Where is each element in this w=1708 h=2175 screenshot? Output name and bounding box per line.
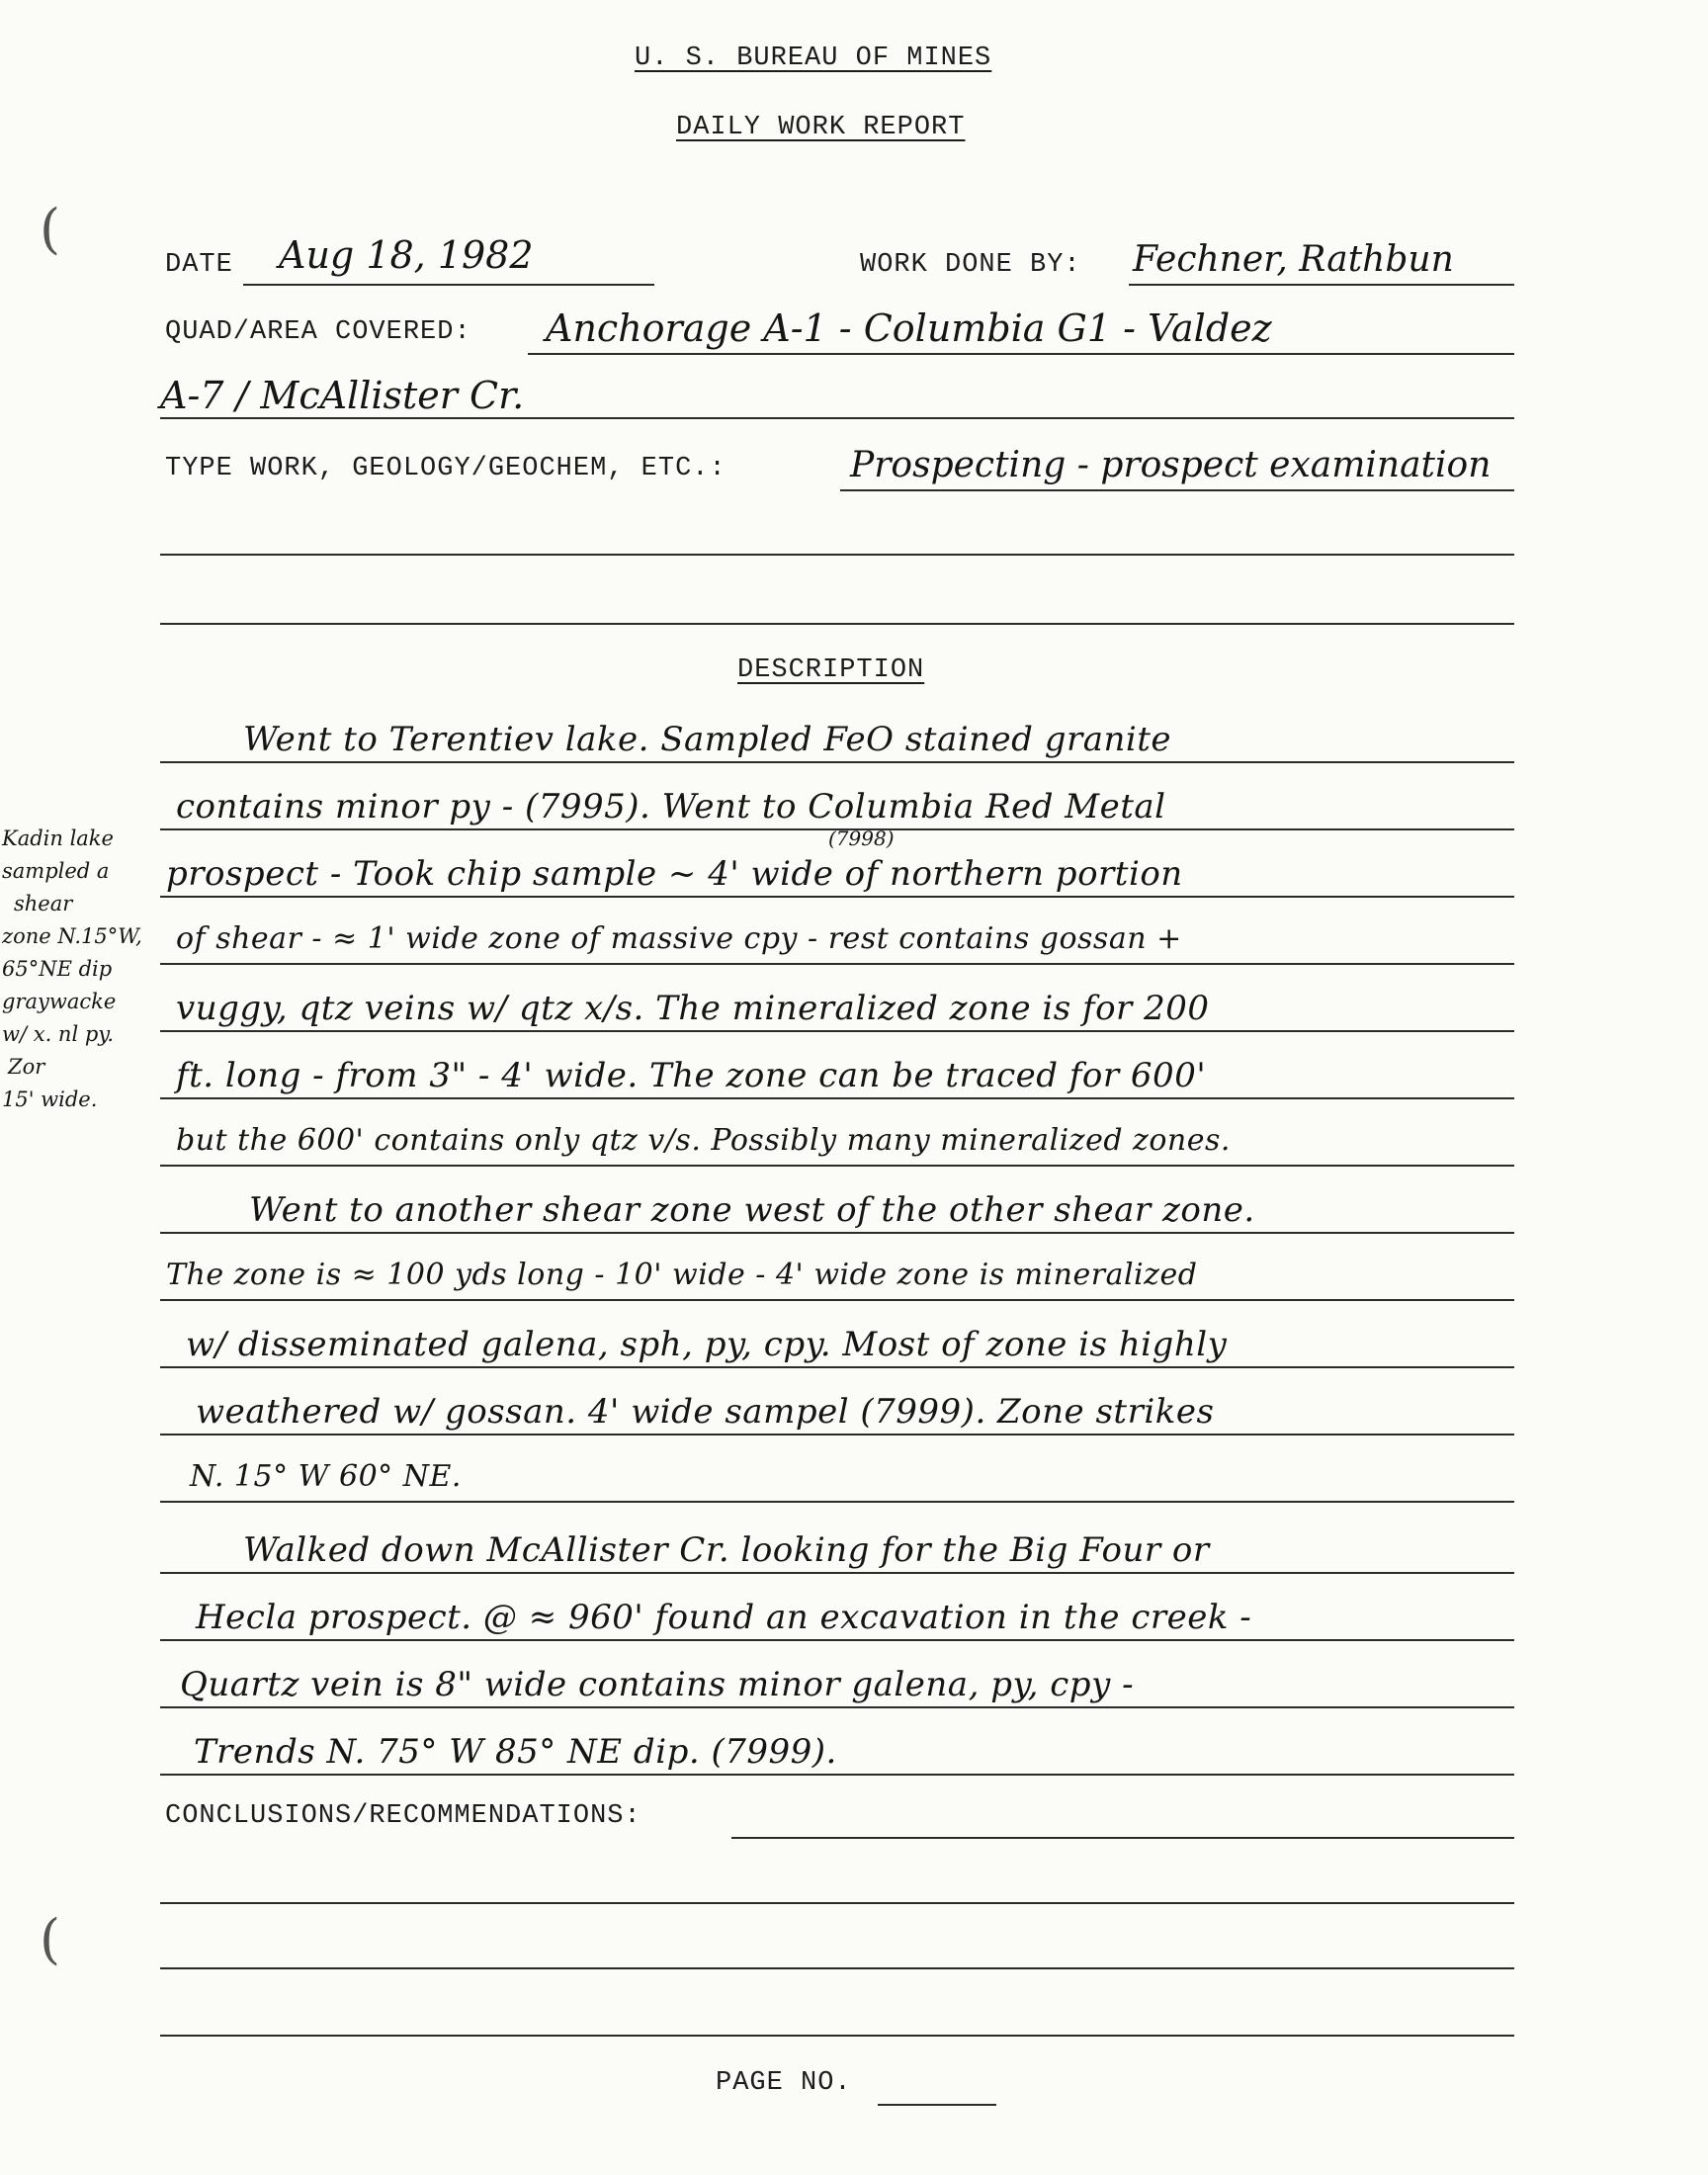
- desc-line-3: prospect - Took chip sample ~ 4' wide of northern portion: [166, 854, 1183, 894]
- desc-line-15: Quartz vein is 8" wide contains minor galena, py, cpy -: [180, 1665, 1135, 1704]
- conclusions-line-2: [160, 1902, 1514, 1904]
- work-done-by-label: WORK DONE BY:: [860, 250, 1081, 280]
- margin-note-line: 65°NE dip: [2, 957, 113, 981]
- date-line: [243, 284, 654, 286]
- margin-note-line: sampled a: [2, 859, 110, 883]
- desc-line-11: weathered w/ gossan. 4' wide sampel (7999). Zone strikes: [196, 1392, 1215, 1432]
- quad-value-line1: Anchorage A-1 - Columbia G1 - Valdez: [546, 306, 1272, 350]
- margin-note-line: graywacke: [2, 990, 117, 1013]
- desc-line-16: Trends N. 75° W 85° NE dip. (7999).: [194, 1732, 837, 1772]
- conclusions-line-3: [160, 1967, 1514, 1969]
- desc-rule-12: [160, 1501, 1514, 1503]
- sample-annotation: (7998): [828, 826, 895, 850]
- page-number-label: PAGE NO.: [716, 2068, 852, 2098]
- desc-rule-9: [160, 1299, 1514, 1301]
- margin-note-line: w/ x. nl py.: [2, 1022, 115, 1046]
- desc-rule-13: [160, 1572, 1514, 1574]
- desc-rule-4: [160, 963, 1514, 965]
- punch-mark-top: (: [40, 198, 61, 260]
- margin-note-line: zone N.15°W,: [2, 924, 142, 948]
- date-value: Aug 18, 1982: [279, 233, 534, 277]
- quad-label: QUAD/AREA COVERED:: [165, 317, 471, 347]
- margin-note-line: 15' wide.: [2, 1088, 98, 1111]
- description-heading: DESCRIPTION: [737, 655, 925, 685]
- type-work-line-3: [160, 623, 1514, 625]
- date-label: DATE: [165, 250, 233, 280]
- quad-line-2: [160, 417, 1514, 419]
- desc-line-14: Hecla prospect. @ ≈ 960' found an excavation in the creek -: [196, 1598, 1252, 1637]
- desc-rule-3: [160, 896, 1514, 898]
- desc-rule-7: [160, 1165, 1514, 1167]
- quad-line-1: [528, 353, 1514, 355]
- desc-line-4: of shear - ≈ 1' wide zone of massive cpy - rest contains gossan +: [176, 921, 1182, 956]
- desc-line-10: w/ disseminated galena, sph, py, cpy. Most of zone is highly: [186, 1325, 1228, 1364]
- margin-note-line: Zor: [8, 1055, 45, 1079]
- punch-mark-bottom: (: [40, 1908, 61, 1970]
- desc-rule-1: [160, 761, 1514, 763]
- quad-value-line2: A-7 / McAllister Cr.: [160, 374, 525, 417]
- desc-rule-8: [160, 1232, 1514, 1234]
- desc-line-2: contains minor py - (7995). Went to Columbia Red Metal: [176, 787, 1166, 826]
- desc-rule-16: [160, 1774, 1514, 1776]
- type-work-label: TYPE WORK, GEOLOGY/GEOCHEM, ETC.:: [165, 454, 726, 483]
- agency-title: U. S. BUREAU OF MINES: [635, 44, 992, 73]
- work-done-by-value: Fechner, Rathbun: [1133, 239, 1454, 280]
- desc-line-7: but the 600' contains only qtz v/s. Possibly many mineralized zones.: [176, 1123, 1231, 1158]
- desc-line-5: vuggy, qtz veins w/ qtz x/s. The mineralized zone is for 200: [176, 989, 1210, 1028]
- type-work-line-2: [160, 554, 1514, 556]
- desc-rule-14: [160, 1639, 1514, 1641]
- desc-line-13: Walked down McAllister Cr. looking for the Big Four or: [243, 1530, 1210, 1570]
- page-number-line: [878, 2104, 996, 2106]
- desc-line-1: Went to Terentiev lake. Sampled FeO stained granite: [243, 720, 1172, 759]
- report-title: DAILY WORK REPORT: [676, 113, 966, 142]
- desc-rule-10: [160, 1366, 1514, 1368]
- type-work-value: Prospecting - prospect examination: [850, 445, 1492, 485]
- desc-rule-11: [160, 1434, 1514, 1436]
- margin-note-line: Kadin lake: [2, 826, 114, 850]
- desc-rule-15: [160, 1706, 1514, 1708]
- conclusions-label: CONCLUSIONS/RECOMMENDATIONS:: [165, 1801, 641, 1831]
- margin-note-line: shear: [14, 892, 73, 915]
- desc-line-12: N. 15° W 60° NE.: [190, 1459, 462, 1494]
- desc-rule-6: [160, 1097, 1514, 1099]
- desc-line-9: The zone is ≈ 100 yds long - 10' wide - 4' wide zone is mineralized: [166, 1258, 1198, 1292]
- conclusions-line-1: [731, 1837, 1514, 1839]
- desc-rule-5: [160, 1030, 1514, 1032]
- conclusions-line-4: [160, 2035, 1514, 2037]
- work-done-by-line: [1129, 284, 1514, 286]
- desc-line-6: ft. long - from 3" - 4' wide. The zone can be traced for 600': [176, 1056, 1207, 1095]
- desc-line-8: Went to another shear zone west of the other shear zone.: [249, 1190, 1255, 1230]
- type-work-line-1: [840, 489, 1514, 491]
